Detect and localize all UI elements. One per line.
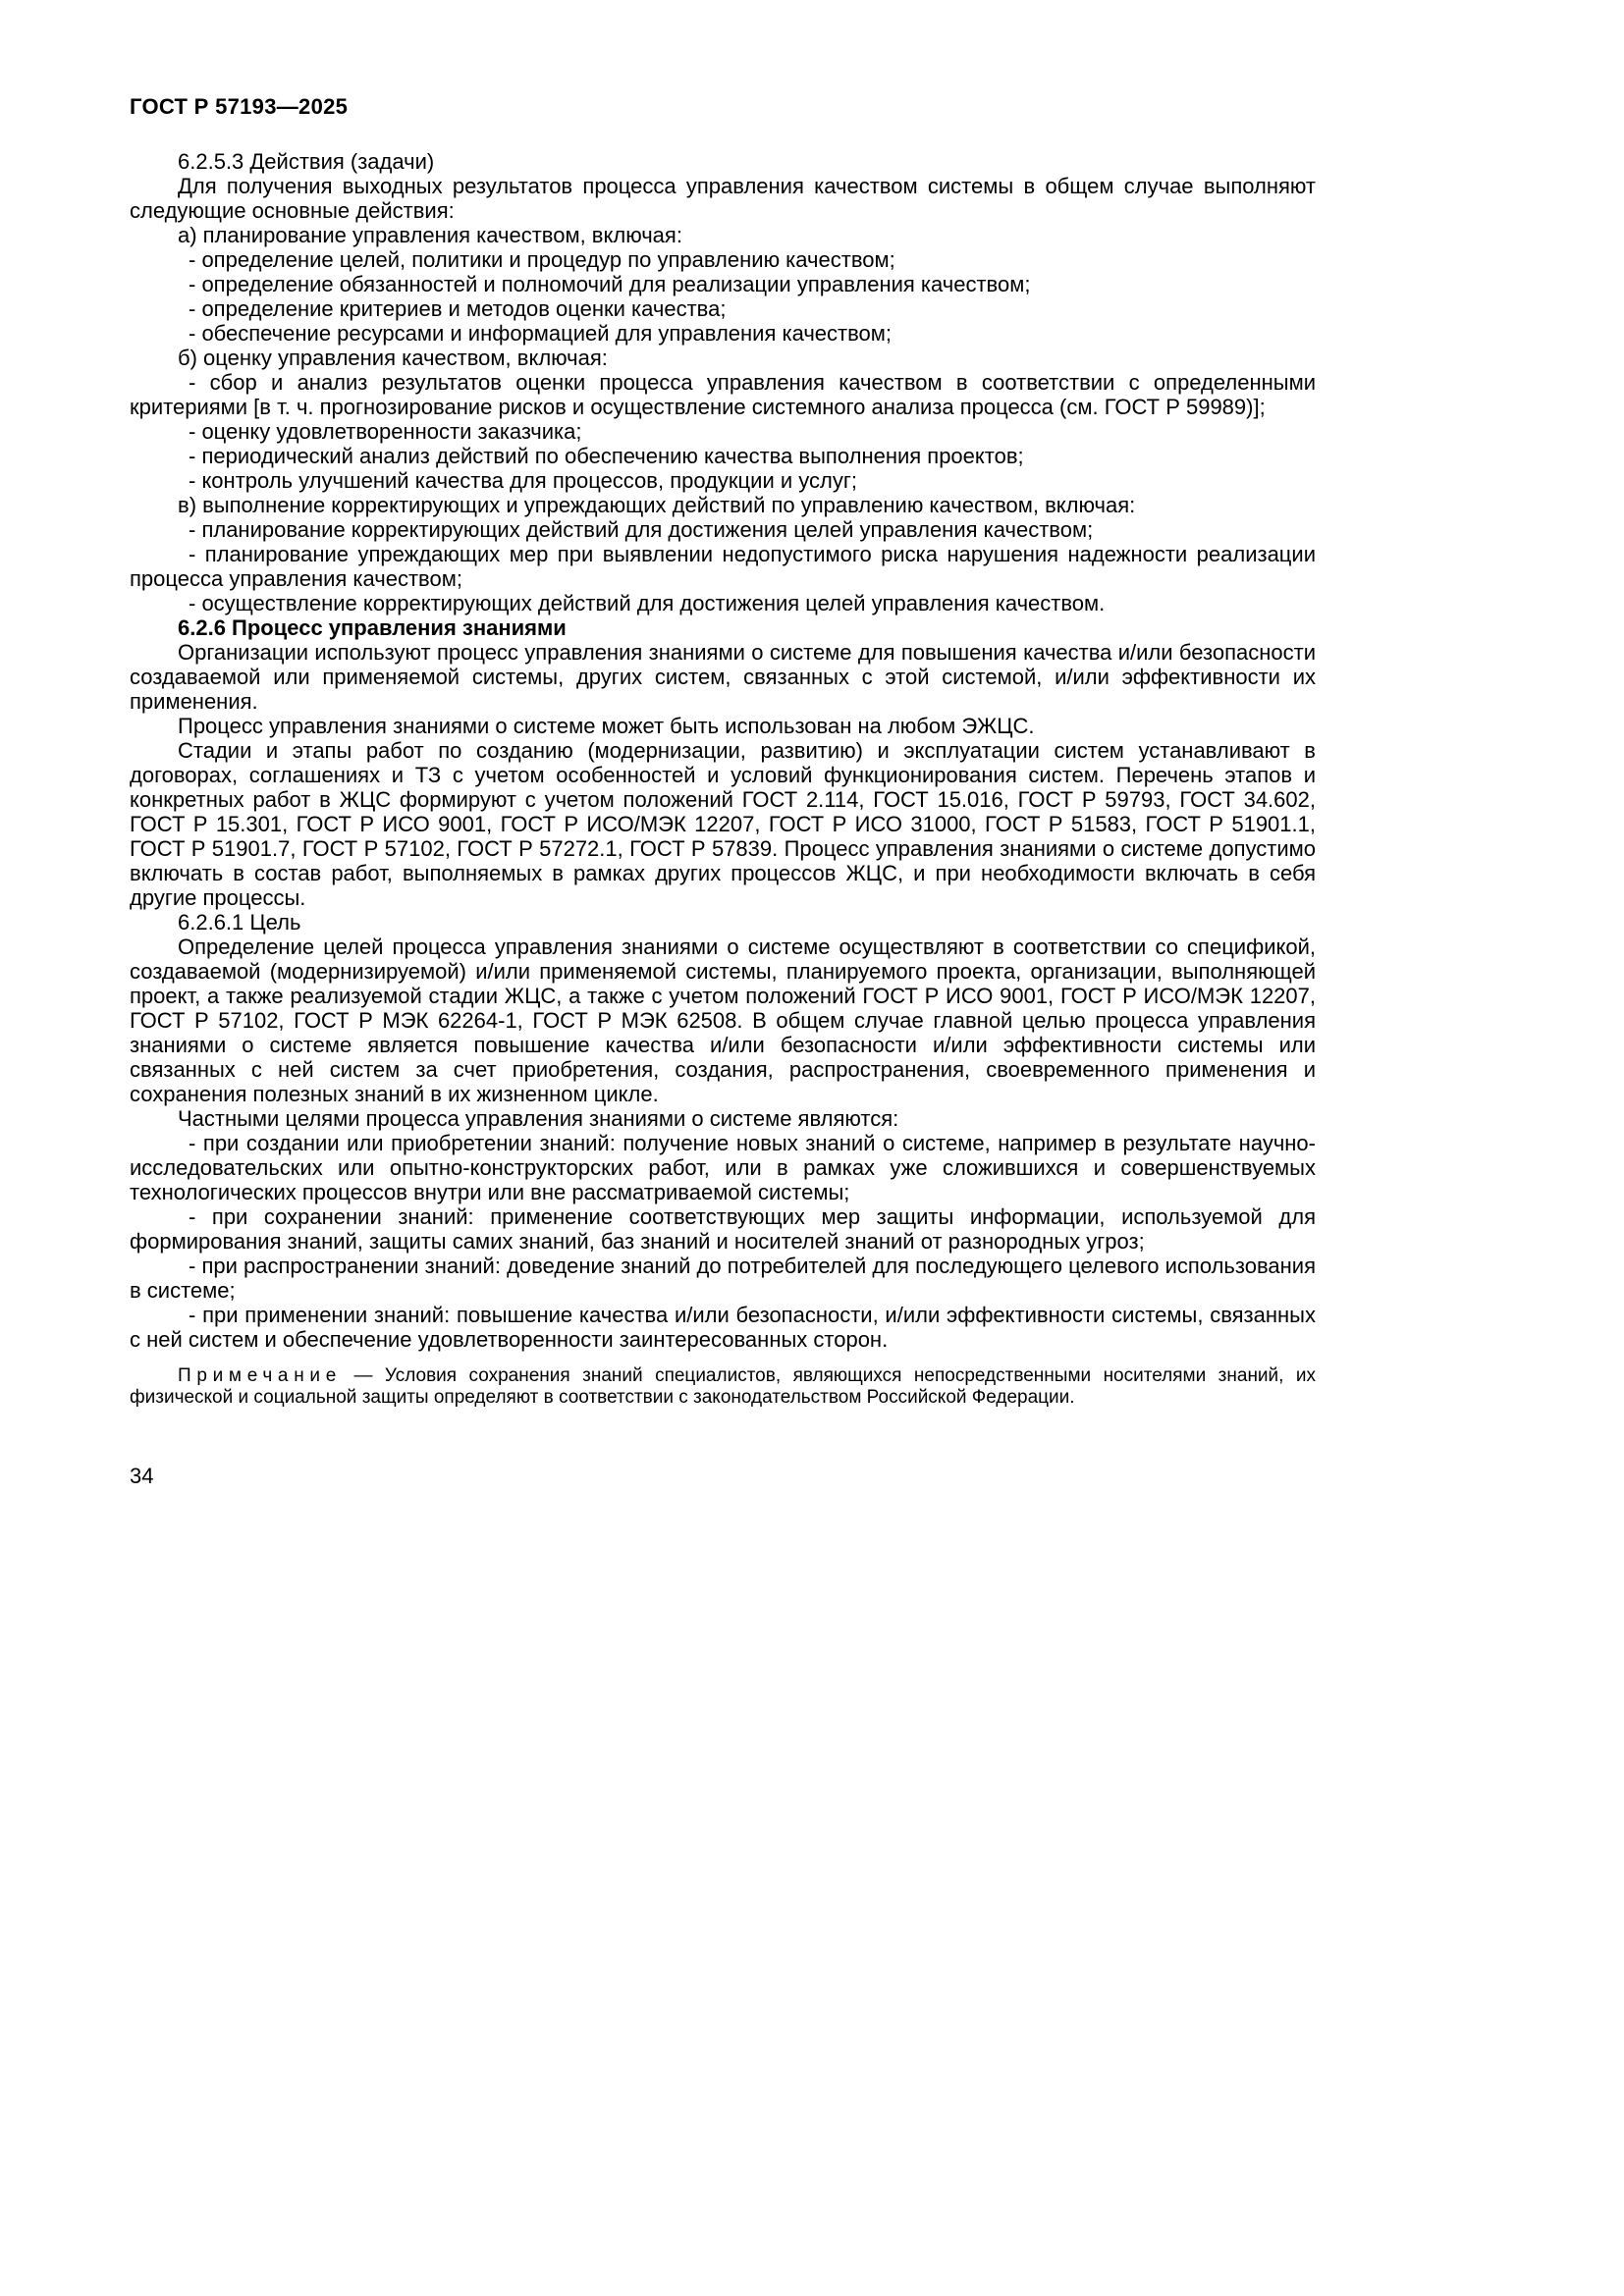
paragraph: Процесс управления знаниями о системе может быть использован на любом ЭЖЦС. xyxy=(178,714,1035,738)
list-item: - оценку удовлетворенности заказчика; xyxy=(189,419,582,444)
note-text: — Условия сохранения знаний специалистов, являющихся непосредственными носителями знаний, их физической и социальной защиты определяют в соответствии с законодательством Российской Федерации. xyxy=(130,1365,1317,1408)
list-item: - планирование упреждающих мер при выявлении недопустимого риска нарушения надежности реализации процесса управления качеством; xyxy=(130,542,1316,591)
list-item: - обеспечение ресурсами и информацией для управления качеством; xyxy=(189,321,893,346)
paragraph: Стадии и этапы работ по созданию (модернизации, развитию) и эксплуатации систем устанавливают в договорах, соглашениях и ТЗ с учетом особенностей и условий функционирования систем. Перечень этапов и конкретных работ в ЖЦС формируют с учетом положений ГОСТ 2.114, ГОСТ 15.016, ГОСТ Р 59793, ГОСТ 34.602, ГОСТ Р 15.301, ГОСТ Р ИСО 9001, ГОСТ Р ИСО/МЭК 12207, ГОСТ Р ИСО 31000, ГОСТ Р 51583, ГОСТ Р 51901.1, ГОСТ Р 51901.7, ГОСТ Р 57102, ГОСТ Р 57272.1, ГОСТ Р 57839. Процесс управления знаниями о системе допустимо включать в состав работ, выполняемых в рамках других процессов ЖЦС, и при необходимости включать в себя другие процессы. xyxy=(130,738,1316,910)
note-label: Примечание xyxy=(178,1365,342,1386)
list-item: - сбор и анализ результатов оценки процесса управления качеством в соответствии с определенными критериями [в т. ч. прогнозирование рисков и осуществление системного анализа процесса (см. ГОСТ Р 59989)]; xyxy=(130,370,1316,419)
paragraph: Частными целями процесса управления знаниями о системе являются: xyxy=(178,1106,899,1131)
list-item: - определение обязанностей и полномочий для реализации управления качеством; xyxy=(189,272,1031,296)
list-item: - при создании или приобретении знаний: получение новых знаний о системе, например в результате научно-исследовательских или опытно-конструкторских работ, или в рамках уже сложившихся и совершенствуемых технологических процессов внутри или вне рассматриваемой системы; xyxy=(130,1131,1316,1204)
paragraph: Определение целей процесса управления знаниями о системе осуществляют в соответствии со спецификой, создаваемой (модернизируемой) и/или применяемой системы, планируемого проекта, организации, выполняющей проект, а также реализуемой стадии ЖЦС, а также с учетом положений ГОСТ Р ИСО 9001, ГОСТ Р ИСО/МЭК 12207, ГОСТ Р 57102, ГОСТ Р МЭК 62264-1, ГОСТ Р МЭК 62508. В общем случае главной целью процесса управления знаниями о системе является повышение качества и/или безопасности и/или эффективности системы или связанных с ней систем за счет приобретения, создания, распространения, своевременного применения и сохранения полезных знаний в их жизненном цикле. xyxy=(130,934,1316,1106)
list-intro-b: б) оценку управления качеством, включая: xyxy=(178,346,608,370)
list-intro-a: а) планирование управления качеством, включая: xyxy=(178,223,682,247)
note xyxy=(130,1365,1316,1409)
list-item: - контроль улучшений качества для процессов, продукции и услуг; xyxy=(189,468,857,493)
list-item: - при сохранении знаний: применение соответствующих мер защиты информации, используемой для формирования знаний, защиты самих знаний, баз знаний и носителей знаний от разнородных угроз; xyxy=(130,1204,1316,1254)
list-item: - определение целей, политики и процедур по управлению качеством; xyxy=(189,247,895,272)
list-item: - периодический анализ действий по обеспечению качества выполнения проектов; xyxy=(189,444,1024,468)
list-item: - при распространении знаний: доведение знаний до потребителей для последующего целевого использования в системе; xyxy=(130,1254,1316,1303)
clause-heading-6253: 6.2.5.3 Действия (задачи) xyxy=(178,149,435,174)
list-item: - определение критериев и методов оценки качества; xyxy=(189,296,727,321)
list-item: - осуществление корректирующих действий для достижения целей управления качеством. xyxy=(189,591,1106,615)
list-intro-v: в) выполнение корректирующих и упреждающих действий по управлению качеством, включая: xyxy=(178,493,1136,517)
paragraph: Для получения выходных результатов процесса управления качеством системы в общем случае выполняют следующие основные действия: xyxy=(130,174,1316,223)
list-item: - планирование корректирующих действий для достижения целей управления качеством; xyxy=(189,517,1094,542)
paragraph: Организации используют процесс управления знаниями о системе для повышения качества и/или безопасности создаваемой или применяемой системы, других систем, связанных с этой системой, и/или эффективности их применения. xyxy=(130,640,1316,714)
page-number: 34 xyxy=(130,1464,154,1488)
document-body xyxy=(130,149,1316,1488)
standard-designation: ГОСТ Р 57193—2025 xyxy=(130,94,349,119)
clause-heading-626: 6.2.6 Процесс управления знаниями xyxy=(178,615,567,640)
clause-heading-6261: 6.2.6.1 Цель xyxy=(178,910,301,934)
list-item: - при применении знаний: повышение качества и/или безопасности, и/или эффективности системы, связанных с ней систем и обеспечение удовлетворенности заинтересованных сторон. xyxy=(130,1303,1316,1352)
